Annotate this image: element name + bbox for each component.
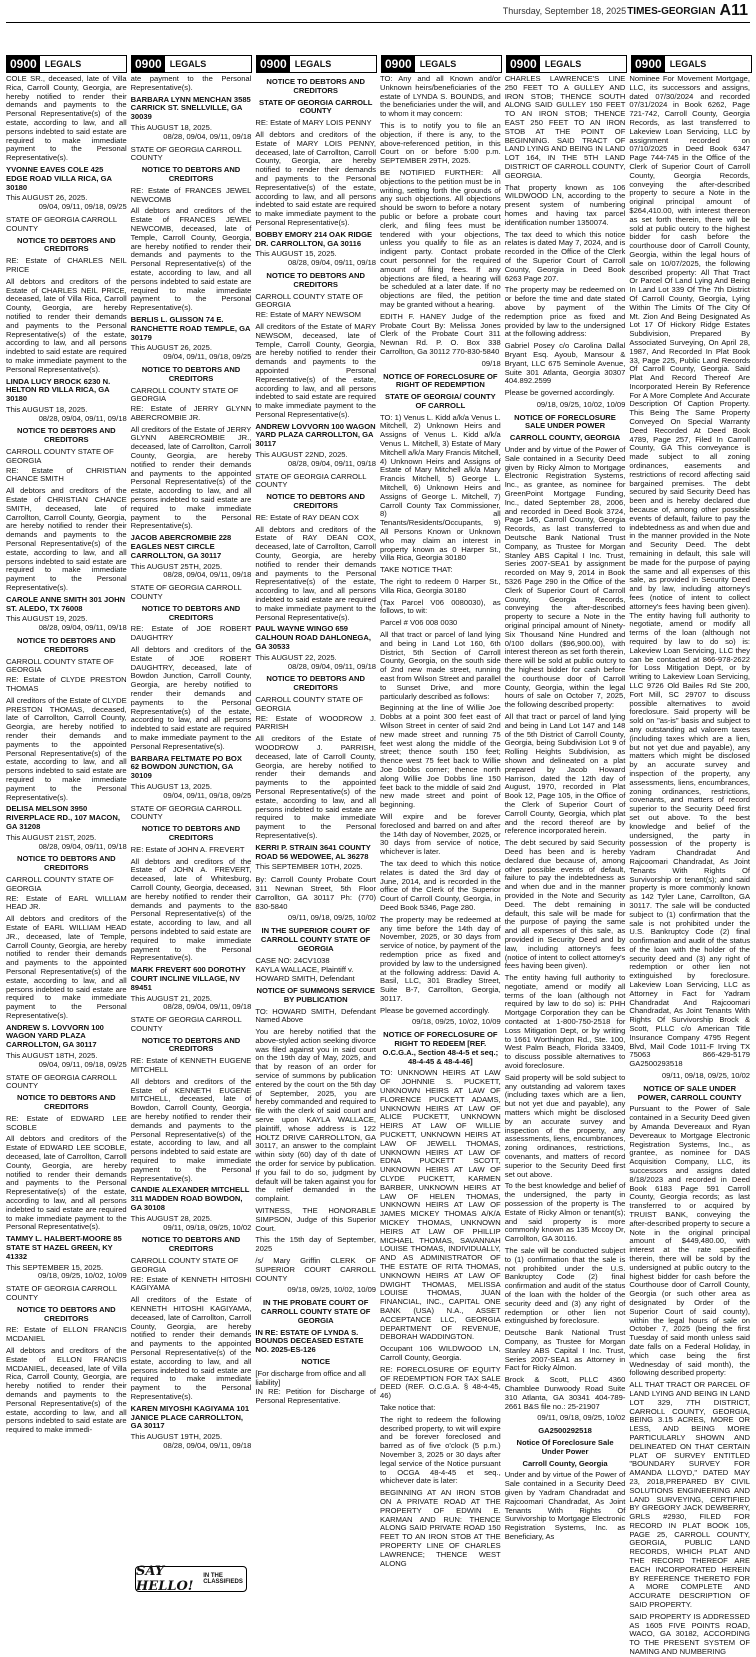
representative-address: BARBARA LYNN MENCHAN 3585 CARRICK ST. SNELLVILLE, GA 30039	[130, 94, 251, 122]
notice-line: KAYLA WALLACE, Plaintiff v. HOWARD SMITH, Defendant	[255, 965, 355, 984]
notice-paragraph: ate payment to the Personal Representative(s).	[130, 74, 252, 92]
run-dates: 09/04, 09/11, 09/18, 09/25	[38, 1059, 127, 1069]
notice-date-text: This AUGUST 28, 2025.	[130, 1213, 212, 1223]
notice-date	[131, 344, 252, 362]
notice-date	[131, 783, 252, 801]
notice-paragraph: The right to redeem the following described property, to wit will expire and be forever foreclosed and barred as of five o'clock (5 p.m.) November 3, 2025 or 30 days after legal service of the Notice pursuant to OCGA 48-4-45 et seq., whichever date is later:	[380, 1414, 501, 1486]
notice-date-text: This AUGUST 21ST, 2025.	[6, 832, 97, 842]
notice-line: STATE OF GEORGIA CARROLL COUNTY	[6, 214, 117, 233]
notice-paragraph: The property may be redeemed at any time before the 14th day of November, 2025, or 30 days from service of notice, by payment of the redemption price as fixed and provided by law to the undersigned at the following address: David A. Basil, LLC, 301 Bradley Street, Suite B-7, Carrollton, Georgia, 30117.	[380, 914, 501, 1003]
page-number: A11	[719, 2, 748, 19]
notice-line: CARROLL COUNTY STATE OF GEORGIA	[6, 656, 114, 675]
notice-heading: NOTICE TO DEBTORS AND CREDITORS	[141, 1235, 241, 1254]
notice-date	[255, 654, 376, 672]
section-label: LEGALS	[419, 59, 457, 69]
notice-line: CARROLL COUNTY STATE OF GEORGIA	[6, 447, 114, 465]
notice-heading: STATE OF GEORGIA CARROLL COUNTY	[259, 97, 373, 116]
notice-line: STATE OF GEORGIA CARROLL COUNTY	[130, 1015, 242, 1033]
notice-paragraph: Gabriel Posey c/o Carolina Dallal Bryant Esq. Ayoub, Mansour & Bryant, LLC 675 Seminole Avenue, Suite 301 Atlanta, Georgia 30307 404.892.2599	[504, 341, 626, 386]
notice-date-text: This AUGUST 15, 2025.	[255, 249, 337, 259]
notice-paragraph: (Tax Parcel V06 0080030), as follows, to wit:	[380, 597, 501, 616]
run-dates: 09/11, 09/18, 09/25, 10/02	[661, 1071, 751, 1081]
column-1	[6, 53, 127, 1593]
notice-date	[505, 1414, 626, 1423]
column-3	[255, 53, 376, 1593]
notice-paragraph: COLE SR., deceased, late of Villa Rica, Carroll County, Georgia, are hereby notified to render their demands and payments to the Personal Representative(s) of the estate, according to law, and all persons indebted to said estate are required to make immediate payment to the Personal Representative(s).	[6, 74, 127, 163]
issue-date: Thursday, September 18, 2025	[502, 6, 627, 16]
notice-paragraph: All creditors of the Estate of KENNETH HITOSHI KAGIYAMA, deceased, late of Carrollton, Carroll County, Georgia, are hereby notified to render their demands and payments to the appointed Personal Representative(s) of the estate, according to law, and all persons indebted to said estate are required to make immediate payment to the Personal Representative(s).	[130, 1295, 252, 1401]
notice-paragraph: This the 15th day of September, 2025	[255, 1235, 377, 1254]
notice-paragraph: All that tract or parcel of land lying and being in Land Lot 160, 6th District, 5th Section of Carroll County, Georgia, on the south side of 2nd new made street, running east from Wilson Street and parallel to Sunset Drive, and more particularly described as follows:	[380, 630, 501, 701]
notice-paragraph: You are hereby notified that the above-styled action seeking divorce was filed against you in said court on the 19th day of May, 2025, and that by reason of an order for service of summons by publication entered by the court on the 5th day of September, 2025, you are hereby commanded and required to file with the clerk of said court and serve upon KAYLA WALLACE, plaintiff, whose address is 122 HOLTZ DRIVE CARROLLTON, GA 30117, an answer to the complaint within sixty (60) day of th date of the order for service by publication. If you fail to do so, judgment by default will be taken against you for the relief demanded in the complaint.	[255, 1027, 377, 1204]
notice-paragraph: All creditors of the Estate of WOODROW J. PARRISH, deceased, late of Carroll County, Georgia, are hereby notified to render their demands and payments to the appointed Personal Representative(s) of the estate, according to law, and all persons indebted to said estate are required to make immediate payment to the Personal Representative(s).	[255, 734, 377, 840]
run-dates: 08/28, 09/04, 09/11, 09/18	[163, 1440, 252, 1450]
notice-date	[6, 194, 127, 212]
notice-date-text: This AUGUST 13, 2025.	[130, 781, 212, 791]
notice-heading: NOTICE OF SUMMONS SERVICE BY PUBLICATION	[256, 985, 375, 1004]
notice-date-text: This SEPTEMBER 10TH, 2025.	[255, 862, 363, 872]
notice-paragraph: TO: Any and all Known and/or Unknown heirs/beneficiaries of the estate of LYNDA S. BOUNDS, and the beneficiaries under the will, and to whom it may concern:	[380, 74, 501, 119]
representative-address: YVONNE EAVES COLE 425 EDGE ROAD VILLA RICA, GA 30180	[6, 164, 112, 192]
notice-paragraph: RE: Estate of MARY NEWSOM	[255, 310, 361, 320]
notice-date	[505, 401, 626, 410]
section-number: 0900	[507, 56, 540, 72]
notice-date	[6, 406, 127, 424]
notice-heading: NOTICE	[301, 1356, 331, 1366]
notice-paragraph: SAID PROPERTY IS ADDRESSED AS 1605 FIVE POINTS ROAD, WACO, GA 30182, ACCORDING TO THE PRESENT SYSTEM OF NAMING AND NUMBERING	[629, 1611, 751, 1657]
notice-date	[255, 250, 376, 268]
notice-date	[629, 1072, 750, 1081]
notice-heading: NOTICE TO DEBTORS AND CREDITORS	[141, 1035, 241, 1054]
notice-heading: IN THE PROBATE COURT OF CARROLL COUNTY STATE OF GEORGIA	[260, 1298, 371, 1325]
notice-paragraph: All debtors and creditors of the Estate of EDWARD LEE SCOBLE, deceased, late of Carrollton, Carroll County, Georgia, are hereby notified to render their demands and payments to the Personal Representative(s) of the estate, according to law, and all persons indebted to said estate are required to make immediate payment to the Personal Representative(s).	[6, 1134, 127, 1232]
newspaper-name: TIMES-GEORGIAN	[627, 5, 716, 17]
representative-address: ANDREW S. LOVVORN 100 WAGON YARD PLAZA CARROLLTON, GA 30117	[6, 1022, 104, 1050]
notice-paragraph: RE: Estate of WOODROW J. PARRISH	[255, 713, 377, 732]
notice-paragraph: Beginning at the line of Willie Joe Dobbs at a point 300 feet east of Wilson Street in center of said 2nd new made street and running 75 feet west along the middle of the street; thence south 150 feet; thence west 75 feet back to Willie Joe Dobbs corner; thence north along Willie Joe Dobbs line 150 feet back to the middle of said 2nd new made street and point of beginning.	[380, 703, 501, 810]
notice-line: STATE OF GEORGIA CARROLL COUNTY	[130, 144, 242, 163]
run-dates: 08/28, 09/04, 09/11, 09/18	[163, 570, 252, 580]
notice-line: STATE OF GEORGIA CARROLL COUNTY	[6, 1072, 117, 1091]
notice-date-text: This AUGUST 21, 2025.	[130, 993, 212, 1003]
notice-date-text: This AUGUST 19TH, 2025.	[130, 1432, 223, 1442]
run-dates: 09/18, 09/25, 10/02, 10/09	[287, 1285, 377, 1295]
column-6	[629, 53, 751, 1657]
notice-date-text: This AUGUST 19, 2025.	[6, 614, 88, 624]
notice-paragraph: Brock & Scott, PLLC 4360 Chamblee Dunwoody Road Suite 310 Atlanta, GA 30341 404-789-2661 B&S file no.: 25-21907	[504, 1375, 626, 1411]
notice-line: CARROLL COUNTY STATE OF GEORGIA	[255, 291, 364, 310]
notice-date	[255, 863, 376, 872]
run-dates: 08/28, 09/04, 09/11, 09/18	[287, 458, 377, 468]
notice-paragraph: To the best knowledge and belief of the undersigned, the party in possession of the property is The Estate of Ricky Almon or tenant(s); and said property is more commonly known as 135 Mccoy Dr, Carrollton, GA 30116.	[504, 1181, 626, 1244]
notice-paragraph: ALL THAT TRACT OR PARCEL OF LAND LYING AND BEING IN LAND LOT 329, 7TH DISTRICT, CARROLL COUNTY, GEORGIA, BEING 3.15 ACRES, MORE OR LESS, AND BEING MORE PARTICULARLY SHOWN AND DELINEATED ON THAT CERTAIN PLAT OF SURVEY ENTITLED "BOUNDARY SURVEY FOR AMANDA LLOYD," DATED MAY 23, 2018,PREPARED BY CIVIL SOLUTIONS ENGINEERING AND LAND SURVEYING, CERTIFIED BY GREGORY JACK DEWBERRY, GRLS #2930, FILED FOR RECORD IN PLAT BOOK 105, PAGE 25, CARROLL COUNTY, GEORGIA, PUBLIC LAND RECORDS, WHICH PLAT AND THE RECORD THEREOF ARE EACH INCORPORATED HEREIN BY REFERENCE THERETO FOR A MORE COMPLETE AND ACCURATE DESCRIPTION OF SAID PROPERTY.	[629, 1380, 751, 1610]
notice-paragraph: CHARLES LAWRENCE'S LINE 250 FEET TO A GULLEY AND IRON STOB; THENCE SOUTH ALONG SAID GULLEY 150 FEET TO AN IRON STOB; THENCE EAST 250 FEET TO AN IRON STOB AT THE POINT OF BEGINNING. SAID TRACT OF LAND LYING AND BEING IN LAND LOT 164, IN THE 5TH LAND DISTRICT OF CARROLL COUNTY, GEORGIA.	[504, 74, 626, 180]
notice-paragraph: Please be governed accordingly.	[380, 1005, 490, 1015]
notice-paragraph: Said property will be sold subject to any outstanding ad valorem taxes (including taxes which are a lien, but not yet due and payable), any matters which might be disclosed by an accurate survey and inspection of the property, any assessments, liens, encumbrances, zoning ordinances, restrictions, covenants, and matters of record superior to the Security Deed first set out above.	[504, 1072, 626, 1179]
notice-paragraph: RE: Estate of JERRY GLYNN ABERCROMBIE JR.	[130, 404, 252, 422]
run-dates: 08/28, 09/04, 09/11, 09/18	[163, 131, 252, 141]
notice-line: CARROLL COUNTY STATE OF GEORGIA	[130, 385, 239, 404]
notice-date-text: This SEPTEMBER 15, 2025.	[6, 1262, 104, 1272]
representative-address: LINDA LUCY BROCK 6230 N. HELTON RD VILLA RICA, GA 30180	[6, 376, 111, 404]
run-dates: 08/28, 09/04, 09/11, 09/18	[163, 1002, 252, 1012]
notice-paragraph: RE: Estate of CLYDE PRESTON THOMAS	[6, 675, 127, 693]
run-dates: 08/28, 09/04, 09/11, 09/18	[38, 413, 127, 423]
notice-heading: NOTICE TO DEBTORS AND CREDITORS	[266, 674, 365, 693]
notice-heading: NOTICE TO DEBTORS AND CREDITORS	[141, 364, 241, 383]
notice-paragraph: Nominee For Movement Mortgage, LLC, its successors and assigns, dated 07/30/2024 and recorded 07/31/2024 in Book 6262, Page 721-742, Carroll County, Georgia Records, as last transferred to Lakeview Loan Servicing, LLC by assignment recorded on 07/10/2025 in Deed Book 6347 Page 744-745 in the Office of the Clerk of Superior Court of Carroll County, Georgia Records, conveying the after-described property to secure a Note in the original principal amount of $264,410.00, with interest thereon as set forth therein, there will be sold at public outcry to the highest bidder for cash before the courthouse door of Carroll County, Georgia, within the legal hours of sale on 10/07/2025, the following described property: All That Tract Or Parcel Of Land Lying And Being In Land Lot 339 Of The 7th District Of Carroll County, Georgia, Lying Within The Limits Of The City Of Mt. Zion And Being Designated As Lot 17 Of Hickory Ridge Estates Subdivision, Prepared By Associated Surveying, On April 28, 1987, And Recorded In Plat Book 33, Page 225, Public Land Records Of Carroll County, Georgia. Said Plat And Record Thereof Are Incorporated Herein By Reference For A More Complete And Accurate Description Of Caption Property. This Being The Same Property Conveyed On Special Warranty Deed Recorded At Deed Book 4789, Page 257, Filed In Carroll County, GA This conveyance is made subject to all zoning ordinances, easements and restrictions of record affecting said bargained premises. The debt secured by said Security Deed has been and is hereby declared due because of, among other possible events of default, failure to pay the indebtedness as and when due and in the manner provided in the Note and Security Deed. The debt remaining in default, this sale will be made for the purpose of paying the same and all expenses of this sale, as provided in Security Deed and by law, including attorney's fees (notice of intent to collect attorney's fees having been given). The entity having full authority to negotiate, amend or modify all terms of the loan (although not required by law to do so) is: Lakeview Loan Servicing, LLC they can be contacted at 866-978-2622 for Loss Mitigation Dept, or by writing to Lakeview Loan Servicing, LLC 9726 Old Bailes Rd Ste 200, Fort Mill, SC 29707 to discuss possible alternatives to avoid foreclosure. Said property will be sold on "as-is" basis and subject to any outstanding ad valorem taxes (including taxes which are a lien, but not yet due and payable), any matters which might be disclosed by an accurate survey and inspection of the property, any assessments, liens, encumbrances, zoning ordinances, restrictions, covenants, and matters of record superior to the Security Deed first set out above. To the best knowledge and belief of the undersigned, the party in possession of the property is Yadram Chandradat And Rajcoomari Chandradat, As Joint Tenants With Rights Of Survivorship or tenant(s); and said property is more commonly known as 142 Tyler Lane, Carrollton, GA 30117. The sale will be conducted subject to (1) confirmation that the sale is not prohibited under the U.S. Bankruptcy Code (2) final confirmation and audit of the status of the loan with the holder of the security deed and (3) any right of redemption or other lien not extinguished by foreclosure. Lakeview Loan Servicing, LLC as Attorney in Fact for Yadram Chandradat And Rajcoomari Chandradat, As Joint Tenants With Rights Of Survivorship Brock & Scott, PLLC c/o American Title Insurance Company 4795 Regent Blvd, Mail Code 1011-F Irving TX 75063 866-429-5179 GA2500293518	[629, 74, 751, 1069]
notice-paragraph: That property known as 106 WILDWOOD LN, according to the present system of numbering homes and having tax parcel identification number 1350074.	[504, 182, 626, 227]
notice-paragraph: Please be governed accordingly.	[504, 388, 615, 398]
notice-heading: CARROLL COUNTY, GEORGIA	[509, 433, 621, 443]
run-dates: 09/04, 09/11, 09/18, 09/25	[163, 790, 252, 800]
notice-line: [For discharge from office and all liability]	[255, 1368, 366, 1387]
notice-date	[6, 615, 127, 633]
notice-paragraph: RE: Estate of JOHN A. FREVERT	[130, 844, 245, 854]
notice-date-text: This AUGUST 26, 2025.	[6, 193, 88, 203]
notice-paragraph: All creditors of the Estate of MARY NEWSOM, deceased, late of Temple, Carroll County, Georgia, are hereby notified to render their demands and payments to the appointed Personal Representative(s) of the estate, according to law, and all persons indebted to said estate are required to make immediate payment to the Personal Representative(s).	[255, 321, 377, 419]
notice-heading: NOTICE OF SALE UNDER POWER, CARROLL COUNTY	[637, 1083, 742, 1102]
notice-paragraph: All creditors of the Estate of JERRY GLYNN ABERCROMBIE JR., deceased, late of Carrollton, Carroll County, Georgia, are hereby notified to render their demands and payments to the appointed Personal Representative(s) of the estate, according to law, and all persons indebted to said estate are required to make immediate payment to the Personal Representative(s).	[130, 424, 252, 531]
notice-date	[255, 914, 376, 923]
run-dates: 09/11, 09/18, 09/25, 10/02	[287, 913, 377, 923]
representative-address: BERLIS L. GLISSON 74 E. RANCHETTE ROAD TEMPLE, GA 30179	[130, 314, 251, 342]
notice-line: CARROLL COUNTY STATE OF GEORGIA	[6, 874, 114, 893]
representative-address: KERRI P. STRAIN 3641 COUNTY ROAD 56 WEDOWEE, AL 36278	[255, 842, 371, 861]
notice-date-text: This AUGUST 26, 2025.	[130, 343, 212, 353]
notice-line: CARROLL COUNTY STATE OF GEORGIA	[255, 695, 364, 713]
section-label: LEGALS	[44, 59, 82, 69]
run-dates: 09/11, 09/18, 09/25, 10/02	[537, 1413, 626, 1423]
notice-date	[131, 1433, 252, 1451]
notice-paragraph: Will expire and be forever foreclosed and barred on and after the 14th day of November, 2025, or 30 days from service of notice, whichever is later.	[380, 811, 501, 857]
section-number: 0900	[632, 56, 665, 72]
notice-heading: NOTICE TO DEBTORS AND CREDITORS	[141, 603, 241, 622]
notice-paragraph: Pursuant to the Power of Sale contained in a Security Deed given by Amanda Devereaux and Ryan Devereaux to Mortgage Electronic Registration Systems, Inc., as grantee, as nominee for DAS Acquisition Company, LLC, its successors and assigns dated 8/18/2023 and recorded in Deed Book 6183 Page 591 Carroll County, Georgia records; as last transferred to or acquired by TRUIST BANK, conveying the after-described property to secure a Note in the original principal amount of $449,480.00, with interest at the rate specified therein, there will be sold by the undersigned at public outcry to the highest bidder for cash before the Courthouse door of Carroll County, Georgia (or such other area as designated by Order of the Superior Court of said county), within the legal hours of sale on October 7, 2025 (being the first Tuesday of said month unless said date falls on a Federal Holiday, in which case being the first Wednesday of said month), the following described property:	[629, 1104, 751, 1378]
notice-paragraph: Occupant 106 WILDWOOD LN, Carroll County, Georgia.	[380, 1344, 501, 1362]
notice-paragraph: All debtors and creditors of the Estate of CHARLES NEIL PRICE, deceased, late of Villa Rica, Carroll County, Georgia, are hereby notified to render their demands and payments to the Personal Representative(s) of the estate, according to law, and all persons indebted to said estate are required to make immediate payment to the Personal Representative(s).	[6, 276, 127, 374]
notice-paragraph: BE NOTIFIED FURTHER: All objections to the petition must be in writing, setting forth the grounds of any such objections. All objections should be sworn to before a notary public or before a probate court clerk, and filing fees must be tendered with your objections, unless you qualify to file as an indigent party. Contact probate court personnel for the required amount of filing fees. If any objections are filed, a hearing will be scheduled at a later date. If no objections are filed, the petition may be granted without a hearing.	[380, 167, 501, 309]
notice-paragraph: All debtors and creditors of the Estate of JOHN A. FREVERT, deceased, late of Whitesburg, Carroll County, Georgia, deceased, are hereby notified to render their demands and payments to the Personal Representative(s) of the estate, according to law, and all persons indebted to said estate are required to make immediate payment to the Personal Representative(s).	[130, 856, 252, 963]
notice-paragraph: All debtors and creditors of the Estate of RAY DEAN COX, deceased, late of Carrollton, Carroll County, Georgia, are hereby notified to render their demands and payments to the Personal Representative(s) of the estate, according to law, and all persons indebted to said estate are required to make immediate payment to the Personal Representative(s).	[255, 524, 377, 622]
representative-address: MARK FREVERT 600 DOROTHY COURT INCLINE VILLAGE, NV 89451	[130, 965, 246, 992]
notice-paragraph: RE: Estate of ELLON FRANCIS MCDANIEL	[6, 1325, 127, 1344]
section-number: 0900	[7, 56, 40, 72]
notice-paragraph: RE: Estate of EDWARD LEE SCOBLE	[6, 1113, 127, 1132]
notice-paragraph: RE: Estate of RAY DEAN COX	[255, 512, 359, 522]
notice-heading: NOTICE TO DEBTORS AND CREDITORS	[266, 77, 365, 95]
notice-paragraph: /s/ Mary Griffin CLERK OF SUPERIOR COURT CARROLL COUNTY	[255, 1256, 377, 1283]
notice-date	[131, 124, 252, 142]
notice-heading: NOTICE TO DEBTORS AND CREDITORS	[266, 492, 365, 511]
notice-heading: NOTICE OF FORECLOSURE OF RIGHT TO REDEEM [REF. O.C.G.A., Section 48-4-5 et seq.; 48-4-45 & 48-4-46]	[382, 1030, 499, 1066]
notice-paragraph: TAKE NOTICE THAT:	[380, 565, 453, 575]
notice-heading: NOTICE TO DEBTORS AND CREDITORS	[17, 235, 116, 254]
notice-date-text: This AUGUST 18, 2025.	[6, 404, 88, 414]
section-label: LEGALS	[169, 59, 207, 69]
page-header	[0, 0, 756, 22]
representative-address: BOBBY EMORY 214 OAK RIDGE DR. CARROLLTON, GA 30116	[255, 229, 373, 248]
notice-paragraph: The entity having full authority to negotiate, amend or modify all terms of the loan (although not required by law to do so) is: PHH Mortgage Corporation they can be contacted at 1-800-750-2518 for Loss Mitigation Dept, or by writing to 1661 Worthington Rd., Ste. 100, West Palm Beach, Florida 33409, to discuss possible alternatives to avoid foreclosure.	[504, 973, 626, 1071]
notice-paragraph: RE: Estate of KENNETH EUGENE MITCHELL	[130, 1056, 252, 1075]
notice-paragraph: All debtors and creditors of the Estate of FRANCES JEWEL NEWCOMB, deceased, late of Temple, Carroll County, Georgia, are hereby notified to render their demands and payments to the Personal Representative(s) of the estate, according to law, and all persons indebted to said estate are required to make immediate payment to the Personal Representative(s).	[130, 206, 252, 313]
notice-heading: IN THE SUPERIOR COURT OF CARROLL COUNTY STATE OF GEORGIA	[260, 926, 371, 953]
notice-paragraph: All debtors and creditors of the Estate of EARL WILLIAM HEAD JR., deceased, late of Temple, Carroll County, Georgia, are hereby notified to render their demands and payments to the appointed Personal Representative(s) of the estate, according to law, and all persons indebted to said estate are required to make immediate payment to the Personal Representative(s).	[6, 914, 127, 1020]
notice-paragraph: By: Carroll County Probate Court 311 Newnan Street, 5th Floor Carrollton, GA 30117 Ph: (770) 830-5840	[255, 875, 377, 911]
legal-columns	[6, 53, 751, 1657]
notice-paragraph: This is to notify you to file an objection, if there is any, to the above-referenced petition, in this Court on or before 5:00 p.m. SEPTEMBER 29TH, 2025.	[380, 120, 501, 166]
run-dates: 09/11, 09/18, 09/25, 10/02	[163, 1222, 252, 1232]
representative-address: KAREN MIYOSHI KAGIYAMA 101 JANICE PLACE CARROLLTON, GA 30117	[130, 1403, 250, 1431]
notice-paragraph: RE: FORECLOSURE OF EQUITY OF REDEMPTION FOR TAX SALE DEED (REF. O.C.G.A. § 48-4-45, 46)	[380, 1364, 501, 1401]
notice-line: STATE OF GEORGIA CARROLL COUNTY	[255, 471, 367, 490]
notice-date-text: This AUGUST 22, 2025.	[255, 652, 337, 662]
notice-date	[6, 834, 127, 852]
notice-paragraph: RE: Estate of KENNETH HITOSHI KAGIYAMA	[130, 1274, 252, 1293]
notice-paragraph: RE: Estate of FRANCES JEWEL NEWCOMB	[130, 185, 252, 204]
notice-paragraph: The tax deed to which this notice relates is dated the 3rd day of June, 2014, and is recorded in the office of the Clerk of the Superior Court of Carroll County, Georgia, in Deed Book 5346, Page 280.	[380, 858, 501, 912]
notice-heading: NOTICE TO DEBTORS AND CREDITORS	[17, 854, 116, 873]
run-dates: 08/28, 09/04, 09/11, 09/18	[38, 841, 127, 851]
notice-line: STATE OF GEORGIA CARROLL COUNTY	[6, 1284, 117, 1302]
notice-heading: NOTICE TO DEBTORS AND CREDITORS	[266, 270, 365, 289]
notice-paragraph: TO: UNKNOWN HEIRS AT LAW OF JOHNNIE S. PUCKETT, UNKNOWN HEIRS AT LAW OF FLORENCE PUCKETT ADAMS, UNKNOWN HEIRS AT LAW OF ALICE PUCKETT, UNKNOWN HEIRS AT LAW OF WILLIE PUCKETT, UNKNOWN HEIRS AT LAW OF JEWELL THOMAS, UNKNOWN HEIRS AT LAW OF EDNA PUCKETT SCOTT, UNKNOWN HEIRS AT LAW OF CLYDE PUCKETT, KARMEN BARBER, UNKNOWN HEIRS AT LAW OF HELEN THOMAS, UNKNOWN HEIRS AT LAW OF JAMES MICKEY THOMAS A/K/A MICKEY THOMAS, UNKNOWN HEIRS AT LAW OF PHILLIP MICHAEL THOMAS, SAVANNAH LOUISE THOMAS, INDIVIDUALLY, AND AS ADMINISTRATOR OF THE ESTATE OF RITA THOMAS, UNKNOWN HEIRS AT LAW OF DWIGHT THOMAS, MELISSA LOUISE THOMAS, JUAN FINANCIAL, INC., CAPITAL ONE BANK (USA) N.A., ASSET ACCEPTANCE LLC, GEORGIA DEPARTMENT OF REVENUE, DEBORAH WADDINGTON.	[380, 1068, 501, 1342]
run-dates: 09/18, 09/25, 10/02, 10/09	[412, 1017, 501, 1027]
notice-paragraph: All creditors of the Estate of CLYDE PRESTON THOMAS, deceased, late of Carrollton, Carroll County, Georgia, are hereby notified to render their demands and payments to the appointed Personal Representative(s) of the estate, according to law, and all persons indebted to said estate are required to make immediate payment to the Personal Representative(s).	[6, 695, 127, 802]
run-dates: 08/28, 09/04, 09/11, 09/18	[287, 258, 377, 268]
section-number: 0900	[132, 56, 165, 72]
notice-paragraph: All debtors and creditors of the Estate of MARY LOIS PENNY, deceased, late of Carrollton, Carroll County, Georgia, are hereby notified to render their demands and payments to the Personal Representative(s) of the estate, according to law, and all persons indebted to said estate are required to make immediate payment to the Personal Representative(s).	[255, 129, 377, 227]
notice-paragraph: RE: Estate of JOE ROBERT DAUGHTRY	[130, 624, 252, 643]
notice-paragraph: All that tract or parcel of land lying and being in Land Lot 147 and 148 of the 5th District of Carroll County, Georgia, being Subdivision Lot 9 of Rolling Heights Subdivision, as shown and delineated on a plat prepared by Jacob Howard Harrison, dated the 12th day of August, 1970, recorded in Plat Book 12, Page 105, in the Office of the Clerk of Superior Court of Carroll County, Georgia, which plat and the record thereof are by reference incorporated herein.	[504, 711, 626, 836]
section-label: LEGALS	[669, 59, 707, 69]
representative-address: IN RE: ESTATE OF LYNDA S. BOUNDS DECEASED ESTATE NO. 2025-ES-126	[255, 1327, 364, 1355]
logo-word: SAY HELLO!	[136, 1564, 194, 1594]
representative-address: CAROLE ANNE SMITH 301 JOHN ST. ALEDO, TX 76008	[6, 594, 126, 613]
notice-paragraph: RE: Estate of MARY LOIS PENNY	[255, 118, 372, 128]
notice-heading: NOTICE TO DEBTORS AND CREDITORS	[17, 636, 116, 654]
notice-paragraph: TO: 1) Venus L. Kidd a/k/a Venus L. Mitchell, 2) Unknown Heirs and Assigns of Venus L. Kidd a/k/a Venus L. Mitchell, 3) Estate of Mary Mitchell a/k/a Mary Francis Mitchell, 4) Unknown Heirs and Assigns of Estate of Mary Mitchell a/k/a Mary Francis Mitchell, 5) George L. Mitchell, 6) Unknown Heirs and Assigns of George L. Mitchell, 7) Carroll County Tax Commissioner, 8) all Tenants/Residents/Occupants, 9) All Persons Known or Unknown who may claim an interest in property known as 0 Harper St., Villa Rica, Georgia 30180	[380, 412, 501, 563]
notice-line: STATE OF GEORGIA CARROLL COUNTY	[130, 803, 242, 822]
notice-heading: NOTICE TO DEBTORS AND CREDITORS	[17, 1093, 116, 1112]
notice-paragraph: All debtors and creditors of the Estate of ELLON FRANCIS MCDANIEL, deceased, late of Villa Rica, Carroll County, Georgia, are hereby notified to render their demands and payments to the Personal Representative(s) of the estate, according to law, and all persons indebted to said estate are required to make immedi-	[6, 1345, 127, 1435]
notice-paragraph: IN RE: Petition for Discharge of Personal Representative.	[255, 1387, 377, 1406]
column-2	[131, 53, 252, 1593]
notice-date	[131, 1215, 252, 1233]
notice-line: CARROLL COUNTY STATE OF GEORGIA	[130, 1256, 239, 1274]
notice-date	[255, 451, 376, 469]
notice-date	[380, 1018, 501, 1027]
section-number: 0900	[257, 56, 290, 72]
notice-paragraph: All debtors and creditors of the Estate of CHRISTIAN CHANCE SMITH, deceased, late of Carrollton, Carroll County, Georgia, are hereby notified to render their demands and payments to the Personal Representative(s) of the estate, according to law, and all persons indebted to said estate are required to make immediate payment to the Personal Representative(s).	[6, 486, 127, 593]
notice-line: CASE NO: 24CV1038	[255, 955, 330, 965]
notice-heading: STATE OF GEORGIA/ COUNTY OF CARROLL	[385, 392, 496, 410]
notice-heading: NOTICE TO DEBTORS AND CREDITORS	[17, 1304, 116, 1323]
notice-paragraph: The sale will be conducted subject to (1) confirmation that the sale is not prohibited under the U.S. Bankruptcy Code (2) final confirmation and audit of the status of the loan with the holder of the security deed and (3) any right of redemption or other lien not extinguished by foreclosure.	[504, 1246, 626, 1326]
notice-paragraph: The debt secured by said Security Deed has been and is hereby declared due because of, among other possible events of default, failure to pay the indebtedness as and when due and in the manner provided in the Note and Security Deed. The debt remaining in default, this sale will be made for the purpose of paying the same and all expenses of this sale, as provided in Security Deed and by law, including attorney's fees (notice of intent to collect attorney's fees having been given).	[504, 838, 626, 971]
notice-heading: Carroll County, Georgia	[522, 1458, 608, 1468]
run-dates: 09/18	[481, 358, 501, 368]
notice-date	[380, 360, 501, 369]
notice-paragraph: Under and by virtue of the Power of Sale contained in a Security Deed given by Ricky Almon to Mortgage Electronic Registration Systems, Inc., as grantee, as nominee for GreenPoint Mortgage Funding, Inc., dated September 28, 2006, and recorded in Deed Book 3724, Page 145, Carroll County, Georgia Records, as last transferred to Deutsche Bank National Trust Company, as Trustee for Morgan Stanley ABS Capital I Inc. Trust, Series 2007-SEA1 by assignment recorded on May 9, 2014 in Book 5326 Page 290 in the Office of the Clerk of Superior Court of Carroll County, Georgia Records, conveying the after-described property to secure a Note in the original principal amount of Ninety-Six Thousand Nine Hundred and 0/100 dollars ($96,900.00), with interest thereon as set forth therein, there will be sold at public outcry to the highest bidder for cash before the courthouse door of Carroll County, Georgia, within the legal hours of sale on October 7, 2025, the following described property:	[504, 445, 626, 710]
notice-date	[131, 995, 252, 1013]
run-dates: 09/18, 09/25, 10/02, 10/09	[536, 399, 626, 409]
notice-paragraph: Take notice that:	[380, 1402, 436, 1412]
run-dates: 08/28, 09/04, 09/11, 09/18	[287, 661, 377, 671]
logo-subtitle: IN THE CLASSIFIEDS	[203, 1573, 243, 1585]
notice-paragraph: RE: Estate of EARL WILLIAM HEAD JR.	[6, 893, 127, 912]
notice-paragraph: Parcel # V06 008 0030	[380, 618, 458, 628]
run-dates: 09/04, 09/11, 09/18, 09/25	[38, 202, 127, 212]
notice-date-text: This AUGUST 18, 2025.	[130, 122, 212, 132]
run-dates: 09/18, 09/25, 10/02, 10/09	[38, 1271, 127, 1281]
notice-paragraph: RE: Estate of CHARLES NEIL PRICE	[6, 256, 127, 274]
notice-heading: NOTICE TO DEBTORS AND CREDITORS	[141, 165, 241, 183]
notice-paragraph: Under and by virtue of the Power of Sale contained in a Security Deed given by Yadram Chandradat and Rajcoomari Chandradat, As Joint Tenants With Rights Of Survivorship to Mortgage Electronic Registration Systems, Inc. as Beneficiary, As	[504, 1470, 626, 1541]
notice-paragraph: Deutsche Bank National Trust Company, as Trustee for Morgan Stanley ABS Capital I Inc. Trust, Series 2007-SEA1 as Attorney in Fact for Ricky Almon.	[504, 1328, 626, 1373]
notice-paragraph: The property may be redeemed on or before the time and date stated above by payment of the redemption price as fixed and provided by law to the undersigned at the following address:	[504, 285, 626, 339]
column-5	[505, 53, 626, 1593]
notice-paragraph: WITNESS, THE HONORABLE SIMPSON, Judge of this Superior Court.	[255, 1206, 377, 1233]
notice-paragraph: The tax deed to which this notice relates is dated May 7, 2024, and is recorded in the Office of the Clerk of the Superior Court of Carroll County, Georgia in Deed Book 6263 Page 207.	[504, 229, 626, 283]
representative-address: TAMMY L. HALBERT-MOORE 85 STATE ST HAZEL GREEN, KY 41332	[6, 1234, 122, 1261]
notice-paragraph: The right to redeem 0 Harper St., Villa Rica, Georgia 30180	[380, 577, 501, 595]
notice-heading: GA2500292518	[538, 1426, 592, 1436]
notice-heading: Notice Of Foreclosure Sale Under Power	[516, 1437, 614, 1456]
notice-heading: NOTICE TO DEBTORS AND CREDITORS	[141, 824, 241, 842]
notice-date	[6, 1052, 127, 1070]
notice-heading: NOTICE OF FORECLOSURE OF RIGHT OF REDEMPTION	[383, 371, 498, 390]
notice-date-text: This AUGUST 18TH, 2025.	[6, 1051, 98, 1061]
notice-paragraph: EDITH F. HANEY Judge of the Probate Court By: Melissa Jones Clerk of the Probate Court 311 Newnan Rd. P. O. Box 338 Carrollton, Ga 30112 770-830-5840	[380, 311, 501, 356]
notice-paragraph: All debtors and creditors of the Estate of JOE ROBERT DAUGHTRY, deceased, late of Bowdon Junction, Carroll County, Georgia, are hereby notified to render their demands and payments to the Personal Representative(s) of the estate, according to law, and all persons indebted to said estate are required to make immediate payment to the Personal Representative(s).	[130, 645, 252, 751]
notice-date	[255, 1286, 376, 1295]
representative-address: DELISA MELSON 3950 RIVERPLACE RD., 107 MACON, GA 31208	[6, 804, 120, 831]
notice-date	[6, 1264, 127, 1282]
notice-paragraph: All debtors and creditors of the Estate of KENNETH EUGENE MITCHELL, deceased, late of Bowdon, Carroll County, Georgia, are hereby notified to render their demands and payments to the Personal Representative(s) of the estate, according to law, and all persons indebted to said estate are required to make immediate payment to the Personal Representative(s).	[130, 1076, 252, 1183]
notice-paragraph: BEGINNING AT AN IRON STOB ON A PRIVATE ROAD AT THE PROPERTY OF EDWIN E. KARMAN AND RUN: THENCE ALONG SAID PRIVATE ROAD 150 FEET TO AN IRON STOB AT THE PROPERTY LINE OF CHARLES LAWRENCE; THENCE WEST ALONG	[380, 1488, 501, 1568]
notice-heading: NOTICE OF FORECLOSURE SALE UNDER POWER	[514, 412, 616, 431]
header-rule	[6, 22, 750, 23]
section-number: 0900	[382, 56, 415, 72]
notice-paragraph: RE: Estate of CHRISTIAN CHANCE SMITH	[6, 465, 127, 484]
notice-line: STATE OF GEORGIA CARROLL COUNTY	[130, 583, 242, 602]
section-label: LEGALS	[544, 59, 582, 69]
notice-date-text: This AUGUST 25TH, 2025.	[130, 561, 223, 571]
representative-address: CANDIE ALEXANDER MITCHELL 311 MADDEN ROAD BOWDON, GA 30108	[130, 1185, 250, 1213]
notice-date	[131, 563, 252, 581]
say-hello-logo	[135, 1566, 247, 1592]
section-label: LEGALS	[294, 59, 332, 69]
notice-paragraph: TO: HOWARD SMITH, Defendant Named Above	[255, 1006, 377, 1025]
representative-address: JACOB ABERCROMBIE 228 EAGLES NEST CIRCLE CARROLLTON, GA 30117	[130, 533, 232, 560]
notice-date-text: This AUGUST 22ND, 2025.	[255, 450, 348, 460]
representative-address: PAUL WAYNE WINGO 659 CALHOUN ROAD DAHLONEGA, GA 30533	[255, 624, 371, 652]
run-dates: 08/28, 09/04, 09/11, 09/18	[38, 623, 127, 633]
representative-address: ANDREW LOVVORN 100 WAGON YARD PLAZA CARROLLTON, GA 30117	[255, 421, 376, 449]
notice-heading: NOTICE TO DEBTORS AND CREDITORS	[17, 426, 116, 445]
column-4	[380, 53, 501, 1593]
representative-address: BARBARA FELTMATE PO BOX 62 BOWDON JUNCTION, GA 30109	[130, 753, 242, 781]
run-dates: 09/04, 09/11, 09/18, 09/25	[163, 352, 252, 362]
